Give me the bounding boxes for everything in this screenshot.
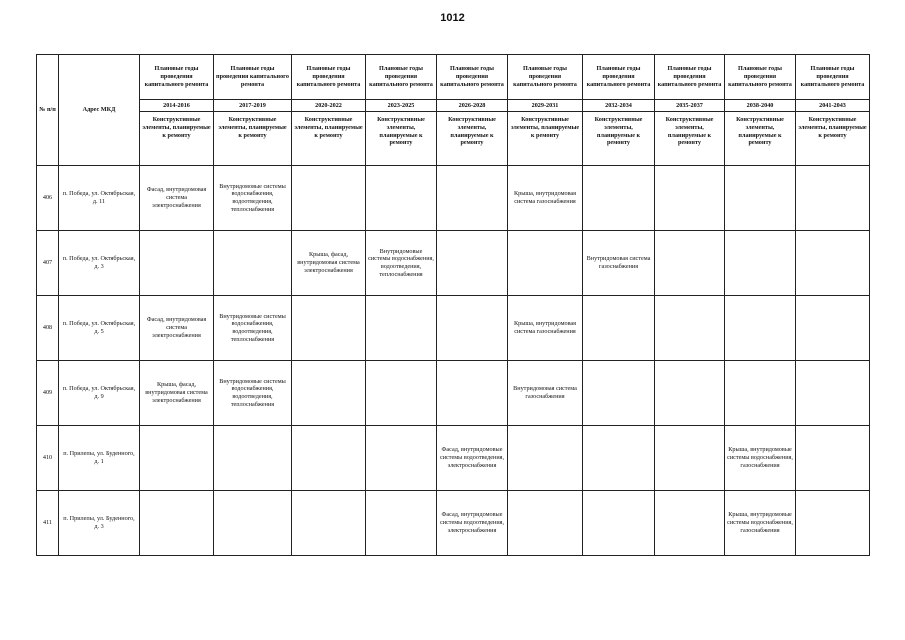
- header-address: Адрес МКД: [59, 55, 140, 166]
- table-row: [37, 426, 870, 491]
- work-cell: [583, 426, 655, 491]
- work-cell: [583, 491, 655, 556]
- header-plan: Плановые годы проведения капитального ремонта: [366, 55, 437, 100]
- work-cell: [292, 296, 366, 361]
- header-elements: Конструктивные элементы, планируемые к ремонту: [140, 112, 214, 166]
- work-cell: [437, 166, 508, 231]
- header-plan: Плановые годы проведения капитального ремонта: [583, 55, 655, 100]
- work-cell: [655, 491, 725, 556]
- header-period: 2029-2031: [508, 100, 583, 112]
- work-cell: [725, 296, 796, 361]
- work-cell: [508, 491, 583, 556]
- row-number: 408: [37, 296, 59, 361]
- work-cell: [437, 231, 508, 296]
- row-address: п. Победа, ул. Октябрьская, д. 11: [59, 166, 140, 231]
- work-cell: [796, 491, 870, 556]
- work-cell: Внутридомовая система газоснабжения: [583, 231, 655, 296]
- table-row: [37, 491, 870, 556]
- row-number: 411: [37, 491, 59, 556]
- work-cell: [214, 426, 292, 491]
- header-plan: Плановые годы проведения капитального ремонта: [437, 55, 508, 100]
- header-elements: Конструктивные элементы, планируемые к ремонту: [366, 112, 437, 166]
- header-elements: Конструктивные элементы, планируемые к ремонту: [583, 112, 655, 166]
- header-num: № п/п: [37, 55, 59, 166]
- work-cell: Фасад, внутридомовые системы водоотведения, электроснабжения: [437, 491, 508, 556]
- work-cell: Внутридомовые системы водоснабжения, водоотведения, теплоснабжения: [366, 231, 437, 296]
- header-plan: Плановые годы проведения капитального ремонта: [140, 55, 214, 100]
- row-number: 409: [37, 361, 59, 426]
- work-cell: [140, 491, 214, 556]
- work-cell: [214, 491, 292, 556]
- work-cell: Крыша, внутридомовые системы водоснабжения, газоснабжения: [725, 491, 796, 556]
- header-period: 2023-2025: [366, 100, 437, 112]
- table-body: [37, 166, 870, 556]
- header-period: 2041-2043: [796, 100, 870, 112]
- work-cell: [725, 361, 796, 426]
- work-cell: [437, 361, 508, 426]
- work-cell: [292, 361, 366, 426]
- work-cell: Внутридомовые системы водоснабжения, водоотведения, теплоснабжения: [214, 361, 292, 426]
- header-plan: Плановые годы проведения капитального ремонта: [292, 55, 366, 100]
- work-cell: Крыша, внутридомовая система газоснабжения: [508, 296, 583, 361]
- work-cell: [437, 296, 508, 361]
- header-plan: Плановые годы проведения капитального ремонта: [508, 55, 583, 100]
- row-number: 406: [37, 166, 59, 231]
- page-number: 1012: [440, 12, 465, 24]
- work-cell: Крыша, фасад, внутридомовая система электроснабжения: [292, 231, 366, 296]
- header-period: 2032-2034: [583, 100, 655, 112]
- work-cell: [214, 231, 292, 296]
- row-address: п. Прилепы, ул. Буденного, д. 1: [59, 426, 140, 491]
- work-cell: Внутридомовая система газоснабжения: [508, 361, 583, 426]
- work-cell: [292, 426, 366, 491]
- work-cell: Фасад, внутридомовая система электроснабжения: [140, 166, 214, 231]
- work-cell: [366, 426, 437, 491]
- capital-repair-table: [36, 54, 870, 556]
- work-cell: [366, 491, 437, 556]
- header-elements: Конструктивные элементы, планируемые к ремонту: [508, 112, 583, 166]
- work-cell: Внутридомовые системы водоснабжения, водоотведения, теплоснабжения: [214, 166, 292, 231]
- work-cell: [796, 231, 870, 296]
- work-cell: Крыша, фасад, внутридомовая система электроснабжения: [140, 361, 214, 426]
- work-cell: [366, 361, 437, 426]
- row-number: 407: [37, 231, 59, 296]
- header-period: 2014-2016: [140, 100, 214, 112]
- table-row: [37, 361, 870, 426]
- header-period: 2026-2028: [437, 100, 508, 112]
- header-period: 2035-2037: [655, 100, 725, 112]
- header-elements: Конструктивные элементы, планируемые к ремонту: [796, 112, 870, 166]
- work-cell: [655, 296, 725, 361]
- work-cell: [366, 166, 437, 231]
- work-cell: [508, 231, 583, 296]
- work-cell: [508, 426, 583, 491]
- work-cell: [725, 166, 796, 231]
- work-cell: [655, 426, 725, 491]
- work-cell: [292, 491, 366, 556]
- row-address: п. Победа, ул. Октябрьская, д. 5: [59, 296, 140, 361]
- header-period: 2020-2022: [292, 100, 366, 112]
- work-cell: Крыша, внутридомовая система газоснабжения: [508, 166, 583, 231]
- row-number: 410: [37, 426, 59, 491]
- row-address: п. Прилепы, ул. Буденного, д. 3: [59, 491, 140, 556]
- work-cell: [655, 361, 725, 426]
- row-address: п. Победа, ул. Октябрьская, д. 3: [59, 231, 140, 296]
- table-row: [37, 166, 870, 231]
- work-cell: Фасад, внутридомовые системы водоотведения, электроснабжения: [437, 426, 508, 491]
- work-cell: [366, 296, 437, 361]
- work-cell: [140, 231, 214, 296]
- work-cell: Фасад, внутридомовая система электроснабжения: [140, 296, 214, 361]
- work-cell: [796, 166, 870, 231]
- work-cell: [796, 296, 870, 361]
- header-plan: Плановые годы проведения капитального ремонта: [214, 55, 292, 100]
- work-cell: [796, 361, 870, 426]
- work-cell: Крыша, внутридомовые системы водоснабжения, газоснабжения: [725, 426, 796, 491]
- work-cell: [583, 361, 655, 426]
- work-cell: [292, 166, 366, 231]
- header-plan: Плановые годы проведения капитального ремонта: [725, 55, 796, 100]
- row-address: п. Победа, ул. Октябрьская, д. 9: [59, 361, 140, 426]
- work-cell: [583, 166, 655, 231]
- header-elements: Конструктивные элементы, планируемые к ремонту: [214, 112, 292, 166]
- header-plan: Плановые годы проведения капитального ремонта: [655, 55, 725, 100]
- table-row: [37, 296, 870, 361]
- work-cell: [655, 231, 725, 296]
- work-cell: [655, 166, 725, 231]
- work-cell: [725, 231, 796, 296]
- header-period: 2038-2040: [725, 100, 796, 112]
- header-period: 2017-2019: [214, 100, 292, 112]
- work-cell: Внутридомовые системы водоснабжения, водоотведения, теплоснабжения: [214, 296, 292, 361]
- table-row: [37, 231, 870, 296]
- header-plan: Плановые годы проведения капитального ремонта: [796, 55, 870, 100]
- header-elements: Конструктивные элементы, планируемые к ремонту: [655, 112, 725, 166]
- work-cell: [796, 426, 870, 491]
- work-cell: [140, 426, 214, 491]
- header-elements: Конструктивные элементы, планируемые к ремонту: [725, 112, 796, 166]
- work-cell: [583, 296, 655, 361]
- header-elements: Конструктивные элементы, планируемые к ремонту: [437, 112, 508, 166]
- header-elements: Конструктивные элементы, планируемые к ремонту: [292, 112, 366, 166]
